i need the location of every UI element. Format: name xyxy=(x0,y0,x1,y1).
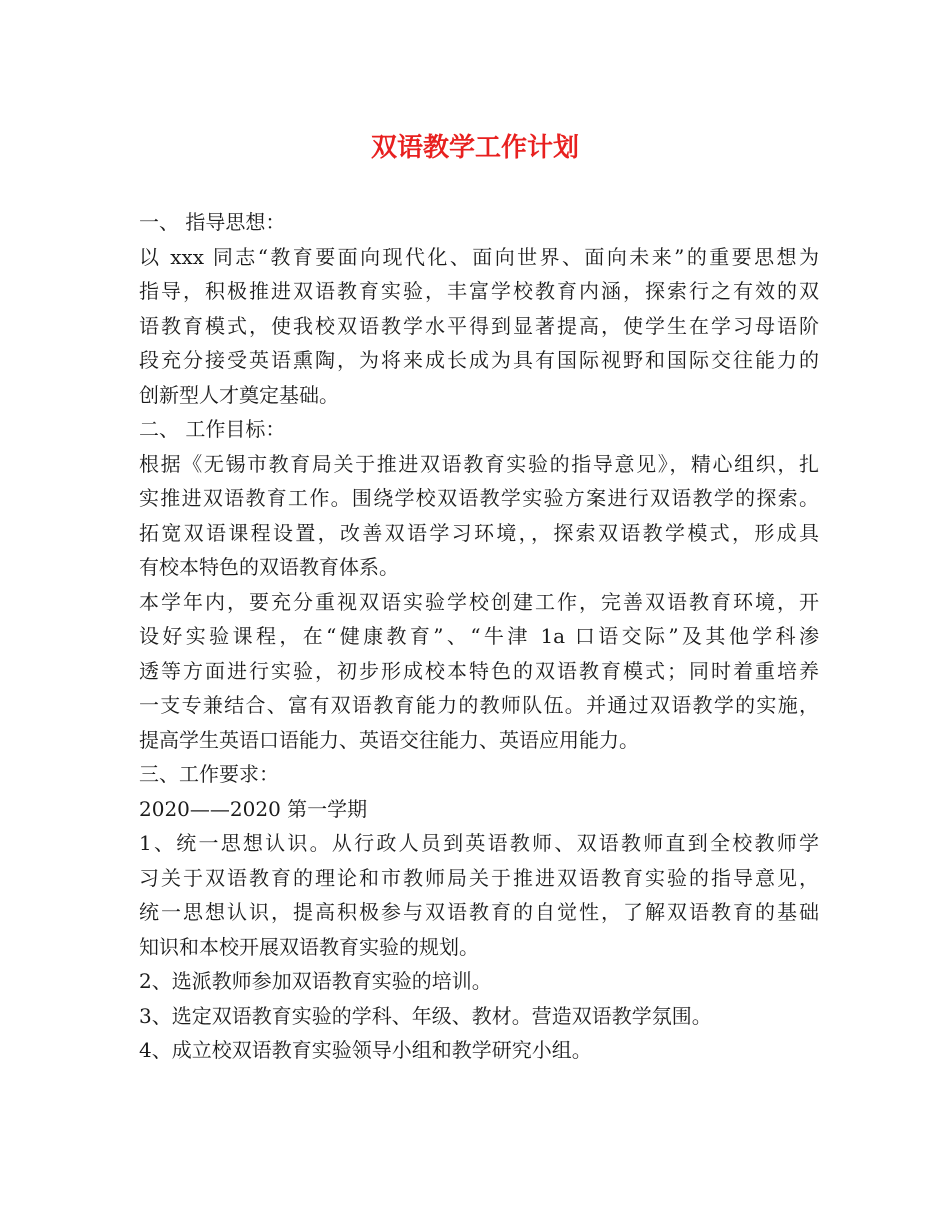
list-item: 2、选派教师参加双语教育实验的培训。 xyxy=(139,969,492,993)
section-heading-work-goals: 二、 工作目标： xyxy=(139,417,286,441)
list-item-line: 知识和本校开展双语教育实验的规划。 xyxy=(139,934,479,959)
paragraph-line: 创新型人才奠定基础。 xyxy=(139,382,339,407)
section-heading-guiding-ideology: 一、 指导思想： xyxy=(139,210,286,234)
paragraph-line: 根据《无锡市教育局关于推进双语教育实验的指导意见》，精心组织，扎 xyxy=(139,451,819,476)
list-item-line: 习关于双语教育的理论和市教师局关于推进双语教育实验的指导意见， xyxy=(139,865,819,890)
list-item: 4、成立校双语教育实验领导小组和教学研究小组。 xyxy=(139,1038,592,1062)
paragraph-line: 实推进双语教育工作。围绕学校双语教学实验方案进行双语教学的探索。 xyxy=(139,486,819,510)
paragraph-line: 设好实验课程，在“健康教育”、“牛津 1a 口语交际”及其他学科渗 xyxy=(139,624,819,648)
paragraph-line: 拓宽双语课程设置，改善双语学习环境，，探索双语教学模式，形成具 xyxy=(139,520,819,545)
paragraph-line: 段充分接受英语熏陶，为将来成长成为具有国际视野和国际交往能力的 xyxy=(139,348,819,372)
semester-label: 2020——2020 第一学期 xyxy=(139,796,368,821)
section-heading-work-requirements: 三、工作要求： xyxy=(139,762,279,786)
paragraph-line: 有校本特色的双语教育体系。 xyxy=(139,555,399,579)
paragraph-line: 提高学生英语口语能力、英语交往能力、英语应用能力。 xyxy=(139,727,639,752)
document-title: 双语教学工作计划 xyxy=(370,133,579,163)
paragraph-line: 透等方面进行实验，初步形成校本特色的双语教育模式；同时着重培养 xyxy=(139,658,819,683)
document-body xyxy=(139,205,819,1068)
list-item-line: 1、统一思想认识。从行政人员到英语教师、双语教师直到全校教师学 xyxy=(139,831,819,855)
list-item: 3、选定双语教育实验的学科、年级、教材。营造双语教学氛围。 xyxy=(139,1003,712,1028)
paragraph-line: 以 xxx 同志“教育要面向现代化、面向世界、面向未来”的重要思想为 xyxy=(139,244,819,269)
paragraph-line: 本学年内，要充分重视双语实验学校创建工作，完善双语教育环境，开 xyxy=(139,589,819,614)
paragraph-line: 语教育模式，使我校双语教学水平得到显著提高，使学生在学习母语阶 xyxy=(139,313,819,338)
paragraph-line: 指导，积极推进双语教育实验，丰富学校教育内涵，探索行之有效的双 xyxy=(139,279,819,303)
paragraph-line: 一支专兼结合、富有双语教育能力的教师队伍。并通过双语教学的实施， xyxy=(139,693,819,717)
list-item-line: 统一思想认识，提高积极参与双语教育的自觉性，了解双语教育的基础 xyxy=(139,900,819,924)
